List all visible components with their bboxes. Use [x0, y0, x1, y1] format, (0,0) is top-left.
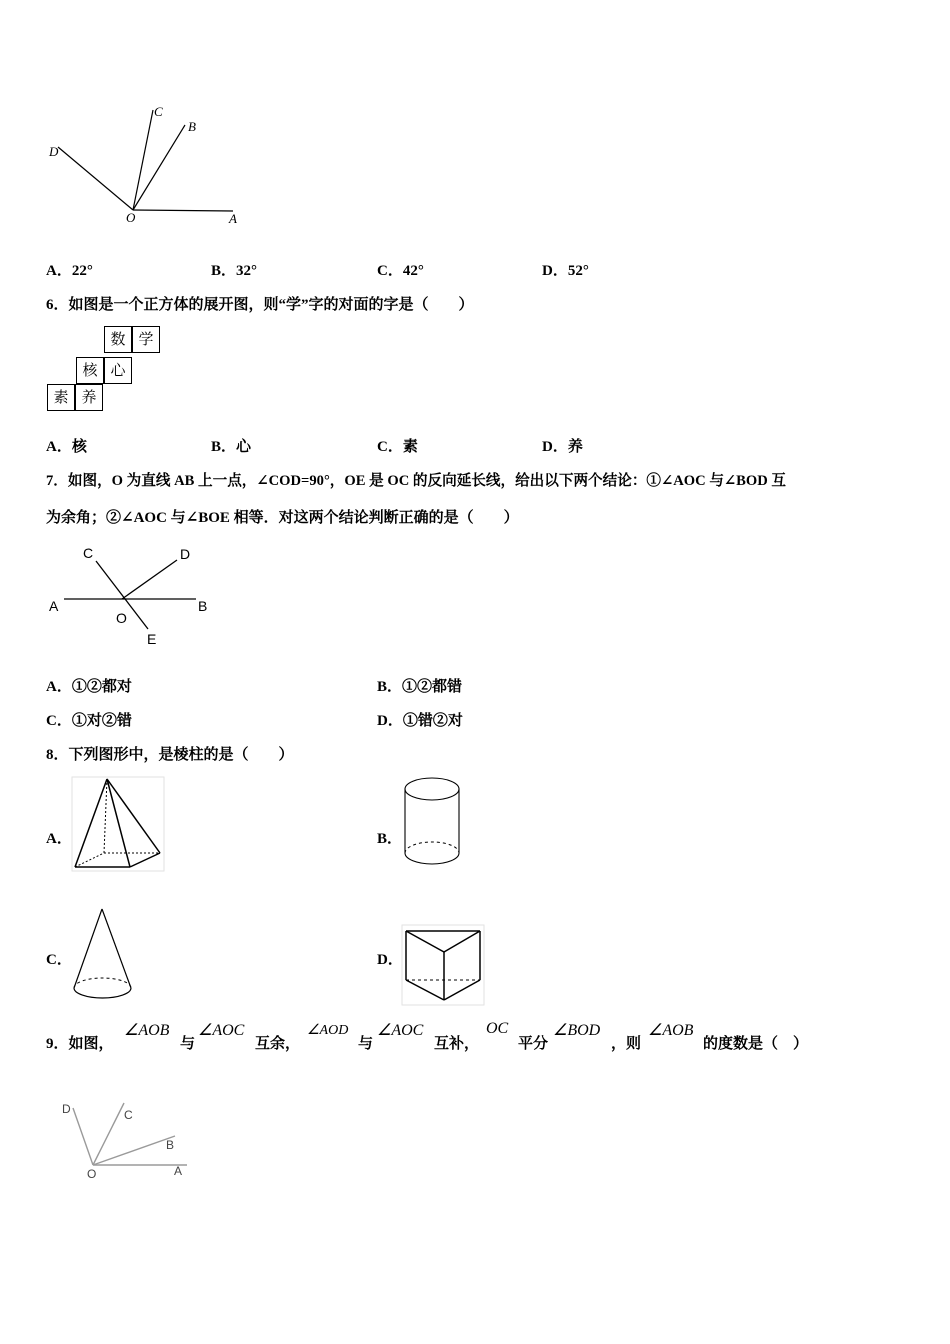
q6-stem: 6．如图是一个正方体的展开图，则“学”字的对面的字是（ ） [46, 297, 474, 313]
net-cell: 数 [104, 326, 132, 353]
net-cell: 心 [104, 357, 132, 384]
q7-label-o: O [116, 610, 127, 626]
q9-label-c: C [124, 1108, 133, 1122]
q9-math-angle-bod: ∠BOD [553, 1022, 601, 1039]
option-text: ①错②对 [402, 713, 463, 729]
q9-math-angle-aod: ∠AOD [307, 1023, 349, 1038]
option-letter: C． [377, 263, 403, 279]
q9-math-angle-aob: ∠AOB [124, 1022, 170, 1039]
q9-text: ，则 [611, 1036, 642, 1052]
option-text: 32° [236, 263, 258, 279]
option-letter: D． [542, 439, 568, 455]
q8-option-d[interactable]: D． [377, 952, 403, 968]
option-text: 52° [567, 263, 589, 279]
q5-label-o: O [126, 210, 136, 225]
option-letter: D． [377, 713, 403, 729]
option-letter: B． [377, 679, 403, 695]
option-letter: C． [377, 439, 403, 455]
q7-label-e: E [147, 631, 157, 647]
q9-prefix: 9．如图， [46, 1036, 114, 1052]
q9-text: 的度数是（ ） [703, 1036, 809, 1052]
q9-text: 平分 [518, 1036, 549, 1052]
q9-math-angle-aoc: ∠AOC [198, 1022, 245, 1039]
q8-stem: 8．下列图形中，是棱柱的是（ ） [46, 747, 294, 763]
option-letter: C． [46, 713, 72, 729]
option-text: 核 [71, 439, 87, 455]
option-letter: B． [211, 439, 237, 455]
option-text: ①对②错 [71, 713, 132, 729]
q8-option-b[interactable]: B． [377, 831, 403, 847]
option-letter: A． [46, 263, 72, 279]
net-cell: 核 [76, 357, 104, 384]
q5-label-d: D [49, 144, 59, 159]
option-text: 42° [402, 263, 424, 279]
option-letter: A． [46, 439, 72, 455]
net-cell: 学 [132, 326, 160, 353]
option-letter: A． [46, 679, 72, 695]
q9-text: 互补， [434, 1036, 480, 1052]
q7-label-b: B [198, 598, 208, 614]
q7-label-c: C [83, 545, 94, 561]
q9-text: 与 [358, 1036, 374, 1052]
q7-label-d: D [180, 546, 191, 562]
q9-label-a: A [174, 1164, 183, 1178]
q7-label-a: A [49, 598, 59, 614]
option-text: 素 [402, 439, 418, 455]
option-text: 心 [236, 439, 252, 455]
option-text: 22° [71, 263, 93, 279]
q9-label-b: B [166, 1138, 175, 1152]
net-cell: 素 [47, 384, 75, 411]
option-letter: B． [211, 263, 237, 279]
option-letter: D． [542, 263, 568, 279]
q9-math-oc: OC [486, 1020, 509, 1037]
q8-option-c[interactable]: C． [46, 952, 72, 968]
option-text: ①②都错 [402, 679, 463, 695]
net-cell: 养 [75, 384, 103, 411]
q9-label-d: D [62, 1102, 71, 1116]
q7-stem-line1: 7．如图，O 为直线 AB 上一点，∠COD=90°，OE 是 OC 的反向延长线，给出以下两个结论：①∠AOC 与∠BOD 互 [46, 473, 787, 489]
q5-label-c: C [154, 104, 163, 119]
option-text: 养 [567, 439, 583, 455]
q5-label-b: B [188, 119, 196, 134]
q9-math-angle-aob-2: ∠AOB [648, 1022, 694, 1039]
q9-label-o: O [87, 1167, 97, 1181]
q9-text: 互余， [255, 1036, 301, 1052]
q5-label-a: A [229, 211, 237, 226]
q9-text: 与 [180, 1036, 196, 1052]
q7-stem-line2: 为余角；②∠AOC 与∠BOE 相等．对这两个结论判断正确的是（ ） [46, 510, 519, 526]
option-text: ①②都对 [71, 679, 132, 695]
q8-option-a[interactable]: A． [46, 831, 72, 847]
q9-math-angle-aoc-2: ∠AOC [377, 1022, 424, 1039]
